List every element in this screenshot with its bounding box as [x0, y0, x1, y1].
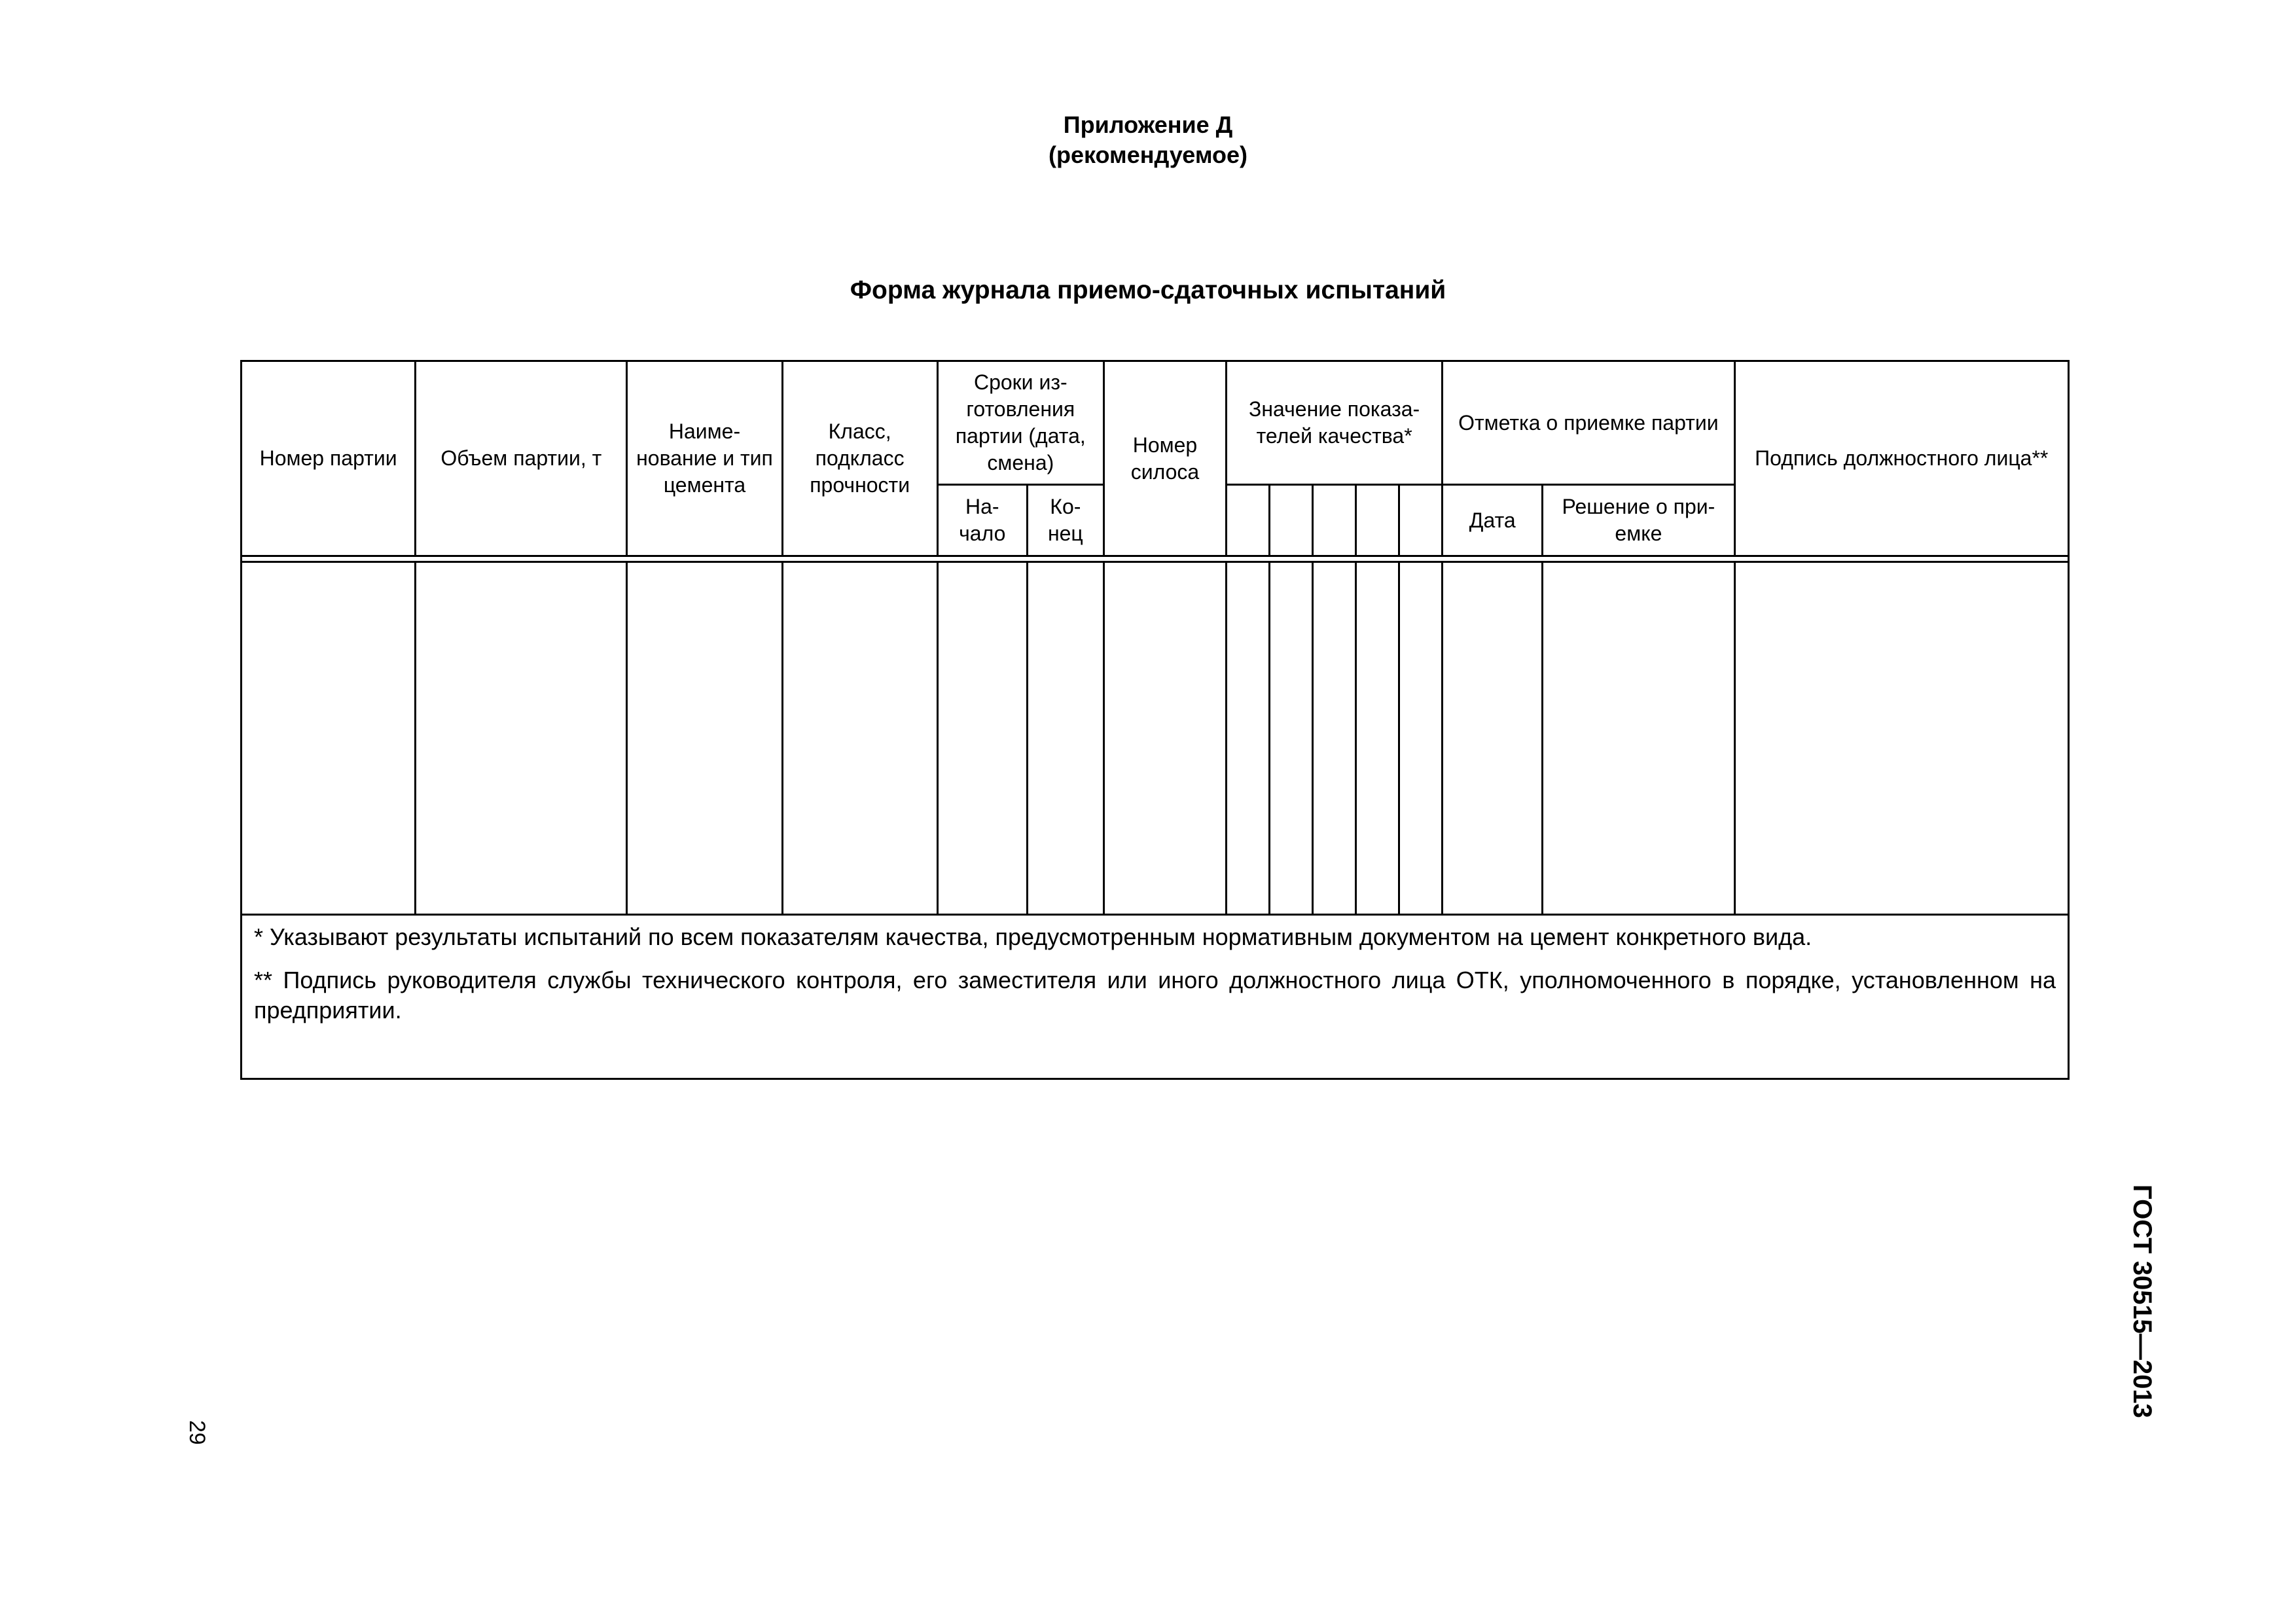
header-cement-name-type: Наиме-нование и тип цемента	[627, 361, 782, 556]
header-quality-col-2	[1270, 485, 1313, 556]
footnote-signature: ** Подпись руководителя службы технического контроля, его заместителя или иного должностного лица ОТК, уполномоченного в порядке, установленном на предприятии.	[254, 967, 2056, 1024]
cell-batch-number	[242, 562, 416, 915]
appendix-title: Приложение Д	[1063, 111, 1233, 138]
header-quality-col-5	[1399, 485, 1443, 556]
cell-quality-3	[1313, 562, 1356, 915]
header-end: Ко-нец	[1027, 485, 1103, 556]
cell-strength-class	[782, 562, 937, 915]
footnotes-row	[242, 915, 2069, 1079]
header-start: На-чало	[937, 485, 1027, 556]
table-row	[242, 562, 2069, 915]
header-separator-row	[242, 556, 2069, 562]
appendix-heading	[0, 110, 2296, 170]
cell-date	[1443, 562, 1543, 915]
cell-quality-1	[1227, 562, 1270, 915]
appendix-subtitle: (рекомендуемое)	[1049, 141, 1247, 168]
cell-quality-4	[1356, 562, 1399, 915]
header-production-dates: Сроки из-готовления партии (дата, смена)	[937, 361, 1103, 485]
cell-batch-volume	[416, 562, 627, 915]
header-row-top	[242, 361, 2069, 485]
header-quality-col-4	[1356, 485, 1399, 556]
header-quality-col-1	[1227, 485, 1270, 556]
cell-silo-number	[1103, 562, 1226, 915]
header-acceptance-mark: Отметка о приемке партии	[1443, 361, 1734, 485]
header-quality-values: Значение показа-телей качества*	[1227, 361, 1443, 485]
header-separator	[242, 556, 2069, 562]
header-quality-col-3	[1313, 485, 1356, 556]
header-strength-class: Класс, подкласс прочности	[782, 361, 937, 556]
header-official-signature: Подпись должностного лица**	[1734, 361, 2069, 556]
cell-quality-2	[1270, 562, 1313, 915]
header-silo-number: Номер силоса	[1103, 361, 1226, 556]
cell-end	[1027, 562, 1103, 915]
page-number: 29	[185, 1420, 209, 1445]
cell-acceptance-decision	[1543, 562, 1734, 915]
header-date: Дата	[1443, 485, 1543, 556]
cell-official-signature	[1734, 562, 2069, 915]
acceptance-test-journal-table	[240, 360, 2070, 1080]
cell-quality-5	[1399, 562, 1443, 915]
footnotes	[242, 915, 2069, 1079]
footnote-quality-values: * Указывают результаты испытаний по всем показателям качества, предусмотренным нормативным документом на цемент конкретного вида.	[254, 923, 1812, 950]
header-batch-volume: Объем партии, т	[416, 361, 627, 556]
header-acceptance-decision: Решение о при-емке	[1543, 485, 1734, 556]
cell-cement-name-type	[627, 562, 782, 915]
form-title: Форма журнала приемо-сдаточных испытаний	[850, 276, 1446, 304]
cell-start	[937, 562, 1027, 915]
header-batch-number: Номер партии	[242, 361, 416, 556]
standard-code: ГОСТ 30515—2013	[2128, 1185, 2157, 1418]
